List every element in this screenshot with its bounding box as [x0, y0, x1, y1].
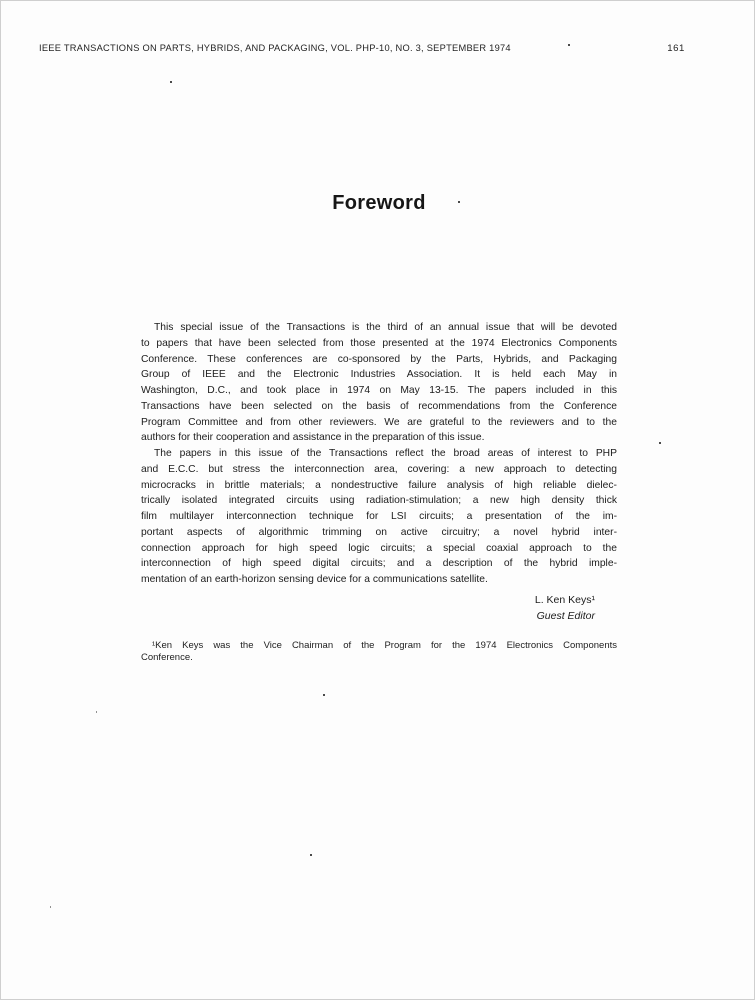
- paragraph-line: The papers in this issue of the Transactions reflect the broad areas of interest to PHP: [154, 448, 617, 459]
- signature-name: L. Ken Keys¹: [534, 594, 595, 606]
- footnote-line: Conference.: [141, 651, 193, 663]
- scan-artifact-dot: [310, 854, 312, 856]
- scan-artifact-dot: [170, 81, 172, 83]
- scan-artifact-dot: [458, 201, 460, 203]
- paragraph-line: Transactions have been selected on the basis of recommendations from the Conference: [141, 400, 617, 412]
- page-title: Foreword: [332, 192, 426, 214]
- paragraph-line: and E.C.C. but stress the interconnection area, covering: a new approach to detecting: [141, 463, 617, 475]
- scan-artifact-dot: [659, 442, 661, 444]
- paragraph-line: This special issue of the Transactions is the third of an annual issue that will be devoted: [154, 322, 617, 333]
- foreword-paragraph-2: [141, 446, 617, 588]
- paragraph-line: authors for their cooperation and assistance in the preparation of this issue.: [141, 432, 485, 444]
- page-number: 161: [667, 43, 685, 54]
- paragraph-line: to papers that have been selected from those presented at the 1974 Electronics Components: [141, 337, 617, 349]
- paragraph-line: Washington, D.C., and took place in 1974 on May 13-15. The papers included in this: [141, 385, 617, 396]
- scan-artifact-dot: [323, 694, 325, 696]
- signature-block: [141, 593, 595, 624]
- footnote-line: ¹Ken Keys was the Vice Chairman of the Program for the 1974 Electronics Components: [152, 640, 617, 651]
- paragraph-line: Program Committee and from other reviewers. We are grateful to the reviewers and to the: [141, 416, 617, 428]
- paragraph-line: Conference. These conferences are co-sponsored by the Parts, Hybrids, and Packaging: [141, 353, 617, 365]
- signature-role: Guest Editor: [536, 609, 595, 622]
- foreword-body: [141, 320, 617, 588]
- paragraph-line: interconnection of high speed digital circuits; and a description of the hybrid imple-: [141, 558, 617, 570]
- paragraph-line: film multilayer interconnection technique for LSI circuits; a presentation of the im-: [141, 511, 617, 522]
- paragraph-line: trically isolated integrated circuits using radiation-stimulation; a new high density thick: [141, 495, 617, 507]
- scan-artifact-dot: [50, 906, 51, 908]
- journal-title-line: IEEE TRANSACTIONS ON PARTS, HYBRIDS, AND PACKAGING, VOL. PHP-10, NO. 3, SEPTEMBER 1974: [39, 43, 511, 53]
- page-header: [39, 43, 685, 54]
- paragraph-line: mentation of an earth-horizon sensing device for a communications satellite.: [141, 574, 488, 585]
- scan-artifact-dot: [568, 44, 570, 46]
- footnote: [141, 640, 617, 664]
- paragraph-line: portant aspects of algorithmic trimming on active circuitry; a novel hybrid inter-: [141, 526, 617, 538]
- foreword-paragraph-1: [141, 320, 617, 446]
- scan-artifact-dot: [96, 711, 97, 713]
- paragraph-line: Group of IEEE and the Electronic Industries Association. It is held each May in: [141, 369, 617, 381]
- paragraph-line: microcracks in brittle materials; a nondestructive failure analysis of high reliable dielec-: [141, 479, 617, 491]
- paragraph-line: connection approach for high speed logic circuits; a special coaxial approach to the: [141, 542, 617, 554]
